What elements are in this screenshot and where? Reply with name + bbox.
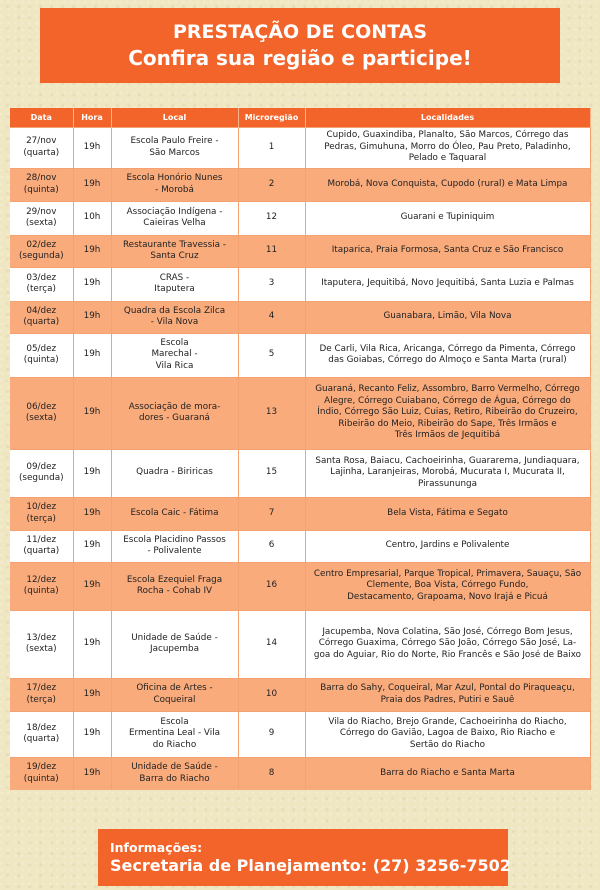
table-header-row [10,108,590,127]
cell-local-line: São Marcos [149,147,200,158]
info-footer [98,829,511,886]
cell-microregiao-line: 5 [268,349,275,360]
cell-local-line: Unidade de Saúde - [131,762,218,773]
cell-localidades [305,168,590,201]
cell-localidades-line: Centro, Jardins e Polivalente [385,540,510,551]
cell-data [10,757,73,790]
cell-data-line: 12/dez [26,574,57,585]
cell-hora-line: 19h [83,540,101,551]
page-header [40,8,560,83]
cell-microregiao-line: 13 [265,407,278,418]
cell-localidades-line: Córrego do Gavião, Lagoa de Baixo, Rio Riacho e [339,728,556,739]
cell-hora-line: 19h [83,467,101,478]
cell-local-line: Escola Caic - Fátima [130,507,219,518]
cell-microregiao [238,610,305,678]
cell-data-line: 02/dez [26,239,57,250]
cell-localidades-line: Pedras, Gimuhuna, Morro do Óleo, Pau Preto, Paladinho, [324,141,571,152]
cell-data-line: 10/dez [26,502,57,512]
cell-data-line: (quinta) [23,773,59,784]
cell-hora-line: 19h [83,311,101,322]
cell-local-line: Escola Paulo Freire - [130,136,219,146]
cell-data [10,301,73,333]
cell-data [10,333,73,377]
cell-data-line: (quinta) [23,355,59,365]
cell-localidades [305,530,590,562]
cell-localidades [305,449,590,497]
table-row [10,711,590,757]
cell-localidades [305,333,590,377]
cell-microregiao-line: 3 [268,278,275,289]
cell-localidades-line: Itaparica, Praia Formosa, Santa Cruz e São Francisco [331,245,564,256]
cell-data-line: 03/dez [26,272,57,283]
table-body [10,127,590,790]
cell-local-line: Caieiras Velha [143,218,206,228]
cell-localidades [305,235,590,267]
table-row [10,267,590,301]
cell-data-line: 27/nov [26,136,57,146]
cell-data-line: 11/dez [26,534,57,545]
cell-microregiao-line: 2 [268,178,275,189]
cell-localidades-line: das Goiabas, Córrego do Almoço e Santa Marta (rural) [328,355,567,365]
cell-data [10,497,73,530]
cell-data-line: 05/dez [26,343,57,354]
cell-microregiao [238,678,305,711]
cell-data [10,168,73,201]
cell-hora [73,127,111,168]
cell-local-line: Barra do Riacho [139,773,210,784]
cell-microregiao [238,201,305,235]
cell-localidades-line: Cupido, Guaxindiba, Planalto, São Marcos, Córrego das [326,130,569,141]
cell-microregiao [238,757,305,790]
table-row [10,497,590,530]
cell-data [10,678,73,711]
cell-hora [73,530,111,562]
cell-hora-line: 19h [83,349,101,360]
cell-localidades [305,711,590,757]
cell-microregiao [238,333,305,377]
cell-localidades-line: Índio, Córrego São Luiz, Cuias, Retiro, Ribeirão do Cruzeiro, [317,407,578,418]
cell-local [111,201,238,235]
cell-localidades-line: Centro Empresarial, Parque Tropical, Primavera, Sauaçu, São [313,568,582,579]
cell-data [10,127,73,168]
cell-microregiao-line: 7 [268,507,275,518]
cell-data [10,449,73,497]
cell-local [111,497,238,530]
cell-local [111,530,238,562]
cell-localidades-line: Guaraná, Recanto Feliz, Assombro, Barro Vermelho, Córrego [315,384,580,395]
cell-localidades-line: goa do Aguiar, Rio do Norte, Rio Francês e São José de Baixo [313,649,582,660]
cell-data-line: (quarta) [23,317,60,327]
cell-microregiao [238,562,305,610]
table-row [10,127,590,168]
cell-localidades-line: Jacupemba, Nova Colatina, São José, Córrego Bom Jesus, [322,626,573,637]
cell-localidades [305,610,590,678]
cell-hora [73,449,111,497]
cell-local [111,377,238,449]
table-row [10,201,590,235]
cell-local-line: Escola [160,337,189,348]
column-header-hora: Hora [73,108,111,127]
cell-localidades-line: Pelado e Taquaral [408,153,487,164]
cell-local [111,235,238,267]
cell-data [10,377,73,449]
cell-microregiao [238,530,305,562]
cell-data [10,562,73,610]
column-header-localidades: Localidades [305,108,590,127]
footer-label: Informações: [110,840,203,855]
cell-local-line: Santa Cruz [150,251,199,261]
cell-microregiao-line: 15 [265,467,278,478]
cell-hora [73,333,111,377]
cell-local [111,610,238,678]
cell-localidades [305,301,590,333]
cell-hora-line: 19h [83,278,101,289]
cell-hora [73,757,111,790]
cell-localidades-line: Três Irmãos de Jequitibá [394,430,501,441]
cell-microregiao-line: 6 [268,540,275,551]
column-header-data: Data [10,108,73,127]
cell-localidades-line: Pirassununga [417,478,477,489]
cell-local [111,267,238,301]
cell-local [111,711,238,757]
cell-data-line: 29/nov [26,206,57,217]
cell-data-line: (segunda) [18,251,64,261]
cell-local-line: Quadra - Biriricas [136,467,213,478]
cell-data-line: 13/dez [26,632,57,643]
cell-localidades-line: Vila do Riacho, Brejo Grande, Cachoeirinha do Riacho, [328,716,567,727]
cell-local-line: Restaurante Travessia - [122,239,227,250]
cell-local-line: Marechal - [151,349,198,360]
cell-localidades-line: Barra do Sahy, Coqueiral, Mar Azul, Pontal do Piraqueaçu, [320,683,575,693]
cell-microregiao [238,497,305,530]
cell-hora-line: 19h [83,407,101,418]
cell-local-line: dores - Guaraná [139,413,210,423]
cell-data-line: (quarta) [23,546,60,556]
cell-local [111,757,238,790]
cell-microregiao-line: 11 [265,245,278,256]
cell-localidades [305,267,590,301]
cell-hora-line: 19h [83,688,101,699]
cell-localidades-line: Guarani e Tupiniquim [400,212,495,223]
table-row [10,757,590,790]
schedule-table [10,108,591,790]
cell-microregiao-line: 9 [268,728,275,739]
cell-hora [73,678,111,711]
cell-data-line: 19/dez [26,762,57,773]
cell-hora [73,610,111,678]
cell-local-line: Unidade de Saúde - [131,632,218,643]
cell-microregiao-line: 10 [265,688,278,699]
table-row [10,333,590,377]
cell-local [111,127,238,168]
cell-data [10,201,73,235]
cell-localidades-line: Guanabara, Limão, Vila Nova [383,311,512,322]
footer-contact: Secretaria de Planejamento: (27) 3256-7502 [110,856,511,875]
cell-local-line: Escola Placidino Passos [123,534,226,545]
cell-data-line: 28/nov [26,173,57,183]
cell-hora-line: 19h [83,638,101,649]
table-row [10,301,590,333]
cell-microregiao [238,711,305,757]
cell-microregiao-line: 14 [265,638,278,649]
cell-localidades [305,562,590,610]
page-subtitle: Confira sua região e participe! [128,45,472,70]
cell-local [111,562,238,610]
cell-local-line: Escola [160,716,189,727]
cell-localidades-line: Barra do Riacho e Santa Marta [380,768,515,778]
cell-microregiao-line: 4 [268,311,275,322]
cell-local-line: Coqueiral [153,694,196,705]
cell-local-line: Oficina de Artes - [136,683,213,693]
cell-localidades-line: Morobá, Nova Conquista, Cupodo (rural) e Mata Limpa [327,178,568,189]
cell-data-line: (terça) [26,694,56,705]
cell-hora-line: 19h [83,245,101,256]
cell-microregiao [238,267,305,301]
cell-localidades-line: Itaputera, Jequitibá, Novo Jequitibá, Santa Luzia e Palmas [321,278,574,289]
cell-hora-line: 19h [83,580,101,591]
cell-data [10,610,73,678]
cell-local-line: Itaputera [154,284,195,294]
cell-localidades-line: Bela Vista, Fátima e Segato [387,507,508,518]
cell-microregiao [238,168,305,201]
table-row [10,610,590,678]
cell-local-line: Jacupemba [150,644,199,654]
cell-data-line: 17/dez [26,683,57,693]
cell-microregiao [238,301,305,333]
cell-hora-line: 19h [83,768,101,778]
cell-microregiao [238,127,305,168]
cell-microregiao [238,377,305,449]
cell-hora [73,235,111,267]
cell-hora-line: 19h [83,178,101,189]
cell-local-line: Associação de mora- [128,401,221,412]
cell-microregiao-line: 16 [265,580,278,591]
cell-local-line: Associação Indígena - [126,206,223,217]
table-row [10,530,590,562]
cell-hora [73,267,111,301]
cell-data-line: 06/dez [26,401,57,412]
schedule-table-container [10,108,590,790]
cell-localidades [305,497,590,530]
cell-data-line: (terça) [26,513,56,524]
cell-hora [73,711,111,757]
cell-local-line: - Polivalente [147,546,202,556]
cell-local-line: - Morobá [155,184,194,195]
cell-microregiao [238,235,305,267]
cell-data-line: (sexta) [25,644,57,654]
cell-localidades-line: Santa Rosa, Baiacu, Cachoeirinha, Guararema, Jundiaquara, [315,455,580,466]
cell-microregiao-line: 1 [268,141,275,152]
cell-data-line: 04/dez [26,305,57,316]
table-row [10,449,590,497]
cell-hora [73,201,111,235]
cell-hora [73,377,111,449]
cell-localidades [305,127,590,168]
cell-data-line: (terça) [26,284,56,294]
cell-local-line: Escola Honório Nunes [126,173,223,183]
cell-data [10,235,73,267]
cell-data [10,711,73,757]
cell-data-line: 18/dez [26,722,57,733]
cell-data-line: (quinta) [23,586,59,596]
column-header-microregiao: Microregião [238,108,305,127]
cell-hora [73,168,111,201]
cell-data [10,267,73,301]
cell-local [111,333,238,377]
cell-localidades [305,757,590,790]
table-row [10,562,590,610]
cell-localidades-line: De Carli, Vila Rica, Aricanga, Córrego da Pimenta, Córrego [319,343,576,354]
cell-local [111,168,238,201]
cell-localidades-line: Praia dos Padres, Putiri e Sauê [380,694,515,705]
cell-local [111,449,238,497]
cell-hora [73,301,111,333]
table-row [10,377,590,449]
cell-microregiao-line: 12 [265,212,278,223]
cell-localidades [305,201,590,235]
cell-data-line: (quinta) [23,184,59,195]
cell-local-line: - Vila Nova [150,317,199,327]
cell-localidades-line: Clemente, Boa Vista, Córrego Fundo, [366,580,529,591]
table-row [10,168,590,201]
cell-hora-line: 19h [83,141,101,152]
cell-data-line: (quarta) [23,734,60,744]
cell-local-line: Vila Rica [155,360,194,371]
table-row [10,678,590,711]
cell-local-line: do Riacho [152,739,197,750]
cell-local-line: Quadra da Escola Zilca [123,305,226,316]
column-header-local: Local [111,108,238,127]
cell-data [10,530,73,562]
cell-local-line: CRAS - [159,272,190,283]
cell-localidades-line: Córrego Guaxima, Córrego São João, Córrego São José, La- [318,638,577,649]
cell-data-line: (sexta) [25,218,57,228]
cell-localidades-line: Lajinha, Laranjeiras, Morobá, Mucurata I, Mucurata II, [330,467,565,478]
cell-localidades-line: Ribeirão do Meio, Ribeirão do Sape, Três Irmãos e [338,418,557,429]
cell-local-line: Ermentina Leal - Vila [128,728,221,739]
cell-local-line: Escola Ezequiel Fraga [126,574,223,585]
cell-hora-line: 19h [83,728,101,739]
cell-data-line: (quarta) [23,147,60,158]
cell-hora [73,562,111,610]
cell-local-line: Rocha - Cohab IV [136,586,213,596]
cell-local [111,678,238,711]
cell-microregiao [238,449,305,497]
cell-hora-line: 10h [83,212,101,223]
cell-data-line: (sexta) [25,413,57,423]
cell-data-line: 09/dez [26,461,57,472]
cell-hora-line: 19h [83,507,101,518]
cell-hora [73,497,111,530]
cell-local [111,301,238,333]
cell-data-line: (segunda) [18,473,64,483]
cell-localidades-line: Destacamento, Grapoama, Novo Irajá e Picuá [347,591,548,602]
cell-microregiao-line: 8 [268,768,275,778]
page-title: PRESTAÇÃO DE CONTAS [172,20,428,43]
cell-localidades-line: Alegre, Córrego Cuiabano, Córrego de Água, Córrego do [324,395,571,406]
cell-localidades [305,678,590,711]
cell-localidades [305,377,590,449]
cell-localidades-line: Sertão do Riacho [409,739,486,750]
table-row [10,235,590,267]
